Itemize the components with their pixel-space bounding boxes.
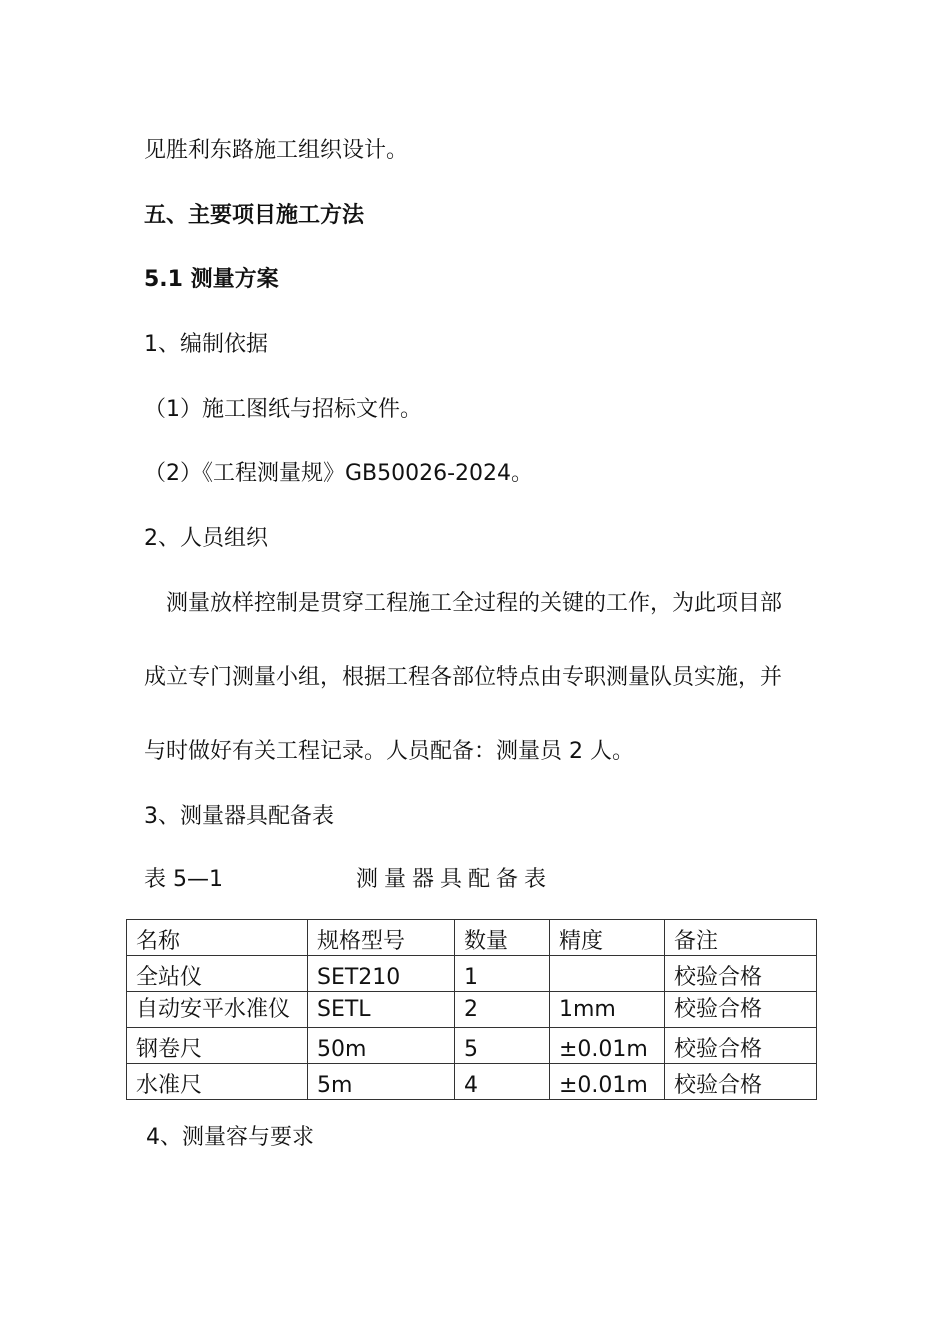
header-cell-quantity: 数量	[455, 920, 550, 956]
table-cell: 校验合格	[665, 992, 817, 1028]
table-cell: ±0.01m	[550, 1028, 665, 1064]
table-header-row	[127, 920, 817, 956]
subsection-heading: 5.1 测量方案	[144, 267, 279, 292]
table-cell: 2	[455, 992, 550, 1028]
table-cell: ±0.01m	[550, 1064, 665, 1100]
table-caption-number: 表 5—1	[144, 867, 223, 892]
table-cell: 1	[455, 956, 550, 992]
table-cell: 校验合格	[665, 956, 817, 992]
table-cell: 水准尺	[127, 1064, 308, 1100]
header-cell-name: 名称	[127, 920, 308, 956]
table-cell: 1mm	[550, 992, 665, 1028]
table-row	[127, 992, 817, 1028]
header-cell-remarks: 备注	[665, 920, 817, 956]
table-row	[127, 1064, 817, 1100]
body-line-3: 与时做好有关工程记录。人员配备：测量员 2 人。	[144, 739, 634, 764]
body-line-2: 成立专门测量小组，根据工程各部位特点由专职测量队员实施，并	[144, 665, 783, 690]
sub-item-1: （1）施工图纸与招标文件。	[144, 397, 422, 422]
table-cell: 校验合格	[665, 1028, 817, 1064]
table-cell: 钢卷尺	[127, 1028, 308, 1064]
table-cell: 4	[455, 1064, 550, 1100]
equipment-table	[126, 919, 817, 1100]
table-cell: 全站仪	[127, 956, 308, 992]
sub-item-2: （2）《工程测量规》GB50026-2024。	[144, 461, 534, 486]
table-cell: SET210	[308, 956, 455, 992]
item-basis: 1、编制依据	[144, 332, 268, 357]
header-cell-precision: 精度	[550, 920, 665, 956]
item-personnel: 2、人员组织	[144, 526, 268, 551]
table-cell: 自动安平水准仪	[127, 992, 308, 1028]
item-requirements: 4、测量容与要求	[146, 1125, 314, 1150]
table-cell: SETL	[308, 992, 455, 1028]
table-row	[127, 1028, 817, 1064]
paragraph-reference: 见胜利东路施工组织设计。	[144, 138, 409, 163]
table-row	[127, 956, 817, 992]
header-cell-model: 规格型号	[308, 920, 455, 956]
body-line-1: 测量放样控制是贯穿工程施工全过程的关键的工作，为此项目部	[144, 591, 783, 616]
table-cell: 5	[455, 1028, 550, 1064]
table-cell: 50m	[308, 1028, 455, 1064]
table-caption-title: 测量器具配备表	[356, 867, 553, 892]
table-cell: 校验合格	[665, 1064, 817, 1100]
table-cell	[550, 956, 665, 992]
section-heading: 五、主要项目施工方法	[144, 203, 365, 228]
item-equipment: 3、测量器具配备表	[144, 804, 334, 829]
table-cell: 5m	[308, 1064, 455, 1100]
